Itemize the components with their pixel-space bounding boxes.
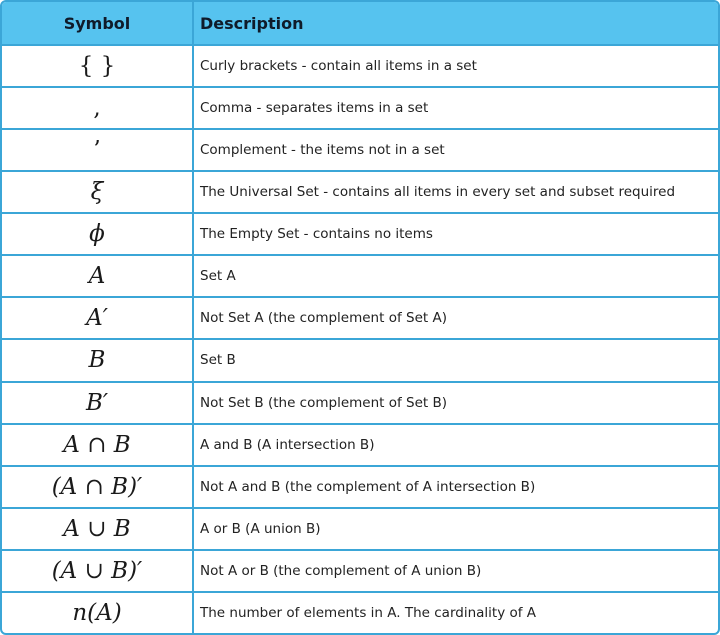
description-cell: The number of elements in A. The cardinality of A [200,604,537,621]
symbol-cell: n(A) [2,592,193,633]
symbol-cell: A′ [2,297,193,339]
description-cell: A and B (A intersection B) [193,424,718,466]
table-row [2,171,718,213]
table-row [2,213,718,255]
description-cell: Not Set B (the complement of Set B) [193,382,718,424]
description-cell: The Universal Set - contains all items in every set and subset required [193,171,718,213]
symbol-cell: (A ∩ B)′ [2,466,193,508]
symbol-cell: ’ [2,129,193,171]
table-row [2,592,718,633]
table-row [2,508,718,550]
description-cell: Not A or B (the complement of A union B) [193,550,718,592]
table-header-row [2,2,718,45]
table-row [2,382,718,424]
description-cell: Set A [193,255,718,297]
symbol-cell: B [2,339,193,381]
table-row [2,339,718,381]
table-row [2,466,718,508]
table-row [2,297,718,339]
description-cell: A or B (A union B) [193,508,718,550]
symbol-cell: , [2,87,193,129]
table-row [2,255,718,297]
symbol-cell: A ∪ B [2,508,193,550]
table-row [2,45,718,87]
description-cell: The Empty Set - contains no items [193,213,718,255]
description-cell: Set B [193,339,718,381]
symbol-cell: ξ [2,171,193,213]
symbol-column-header: Symbol [2,2,193,45]
symbol-cell: A ∩ B [2,424,193,466]
symbol-cell: B′ [2,382,193,424]
symbol-cell: ϕ [2,213,193,255]
table-row [2,550,718,592]
description-cell: Comma - separates items in a set [193,87,718,129]
description-cell: Curly brackets - contain all items in a set [193,45,718,87]
symbol-cell: A [2,255,193,297]
description-cell: Not Set A (the complement of Set A) [193,297,718,339]
description-column-header: Description [193,2,718,45]
description-cell: Not A and B (the complement of A intersection B) [193,466,718,508]
symbol-cell: (A ∪ B)′ [2,550,193,592]
description-cell: Complement - the items not in a set [193,129,718,171]
symbol-cell: { } [2,45,193,87]
set-notation-table [2,2,718,633]
table-row [2,87,718,129]
table-row [2,129,718,171]
table-row [2,424,718,466]
